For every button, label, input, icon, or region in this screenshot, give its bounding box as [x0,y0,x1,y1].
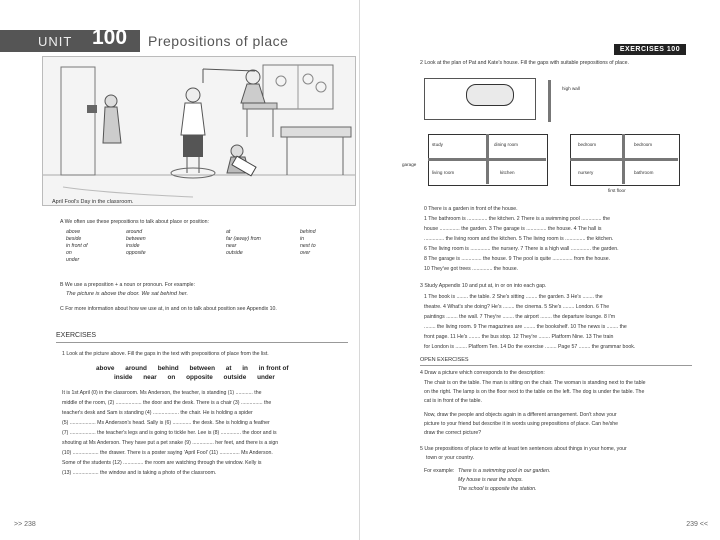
text-line: 1 The bathroom is .............. the kitchen. 2 There is a swimming pool .............. the [424,216,611,222]
word-item: at [225,365,232,372]
exercises-tag: EXERCISES 100 [614,44,686,55]
prep-cell: at [226,229,231,235]
unit-number: 100 [92,26,128,49]
label-garage: garage [402,162,417,167]
exercise-3-instruction: 3 Study Appendix 10 and put at, in or on into each gap. [420,283,547,289]
prep-cell: outside [226,250,243,256]
text-line: for London is ........ Platform Ten. 14 Do the exercise ........ Page 57 ........ the grammar book. [424,344,636,350]
text-line: The chair is on the table. The man is sitting on the chair. The woman is standing next to the table [424,380,646,386]
prep-cell: around [126,229,143,235]
text-line: 8 The garage is .............. the house. 9 The pool is quite .............. from the house. [424,256,611,262]
exercise-1-instruction: 1 Look at the picture above. Fill the gaps in the text with prepositions of place from the list. [62,351,269,357]
text-line: theatre. 4 What's she doing? He's ........ the cinema. 5 She's ........ London. 6 The [424,304,610,310]
text-line: house .............. the garden. 3 The garage is .............. the house. 4 The hall is [424,226,602,232]
label-first-floor: first floor [608,188,626,193]
text-line: 5 Use prepositions of place to write at least ten sentences about things in your home, your [420,446,627,452]
wall [486,134,489,184]
prep-cell: opposite [126,250,146,256]
label-high-wall: high wall [562,86,580,91]
label-kitchen: kitchen [500,170,515,175]
open-exercises-rule [420,365,692,366]
word-list [96,365,336,383]
text-line: front page. 11 He's ........ the bus stop. 12 They're ........ Platform Nine. 13 The train [424,334,614,340]
exercise-2-instruction: 2 Look at the plan of Pat and Kate's house. Fill the gaps with suitable prepositions of place. [420,60,629,66]
word-item: in front of [258,365,289,372]
label-dining-room: dining room [494,142,519,147]
word-item: around [125,365,147,372]
desk-shape [281,127,351,137]
text-line: (7) .................. the teacher's legs and is going to tickle her. Lee is (8) .............. the door and is [62,430,277,436]
page-number-left: >> 238 [14,521,36,528]
text-line: (5) .................. Ms Anderson's head. Sally is (6) ............. the desk. She is holding a feather [62,420,270,426]
text-line: (13) .................. the window and is taking a photo of the classroom. [62,470,217,476]
word-item: near [143,373,157,381]
text-line: picture to your friend but describe it in words using prepositions of place. Can he/she [424,421,619,427]
wall [622,134,625,184]
prep-cell: inside [126,243,140,249]
prep-cell: under [66,257,80,263]
text-line: draw the correct picture? [424,430,482,436]
text-line: 10 They've got trees .............. the house. [424,266,519,272]
label-study: study [432,142,443,147]
prep-cell: far (away) from [226,236,261,242]
text-line: paintings ........ the wall. 7 They're ........ the airport ........ the departure lounge. 8 I'm [424,314,616,320]
prep-cell: between [126,236,146,242]
example-sentence: The school is opposite the station. [458,486,537,492]
text-line: ........ the living room. 9 The magazines are ........ the bookshelf. 10 The news is ........ the [424,324,627,330]
text-line: 6 The living room is .............. the nursery. 7 There is a high wall .............. the garden. [424,246,619,252]
illustration-caption: April Fool's Day in the classroom. [52,199,134,205]
text-line: 0 There is a garden in front of the house. [424,206,518,212]
word-item: above [96,365,115,372]
text-line: It is 1st April (0) in the classroom. Ms Anderson, the teacher, is standing (1) ............ the [62,390,262,396]
section-c-note: C For more information about how we use at, in and on to talk about position see Appendix 10. [60,306,277,312]
word-item: in [242,365,248,372]
prep-cell: above [66,229,81,235]
text-line: .............. the living room and the kitchen. 5 The living room is .............. the kitchen. [424,236,614,242]
prep-cell: beside [66,236,82,242]
text-line: Some of the students (12) .............. the room are watching through the window. Kelly is [62,460,262,466]
word-item: on [167,373,176,381]
text-line: on the right. The lamp is on the floor next to the table on the left. The dog is under the table. The [424,389,645,395]
text-line: shouting at Ms Anderson. They have put a pet snake (9) ............... her feet, and there is a sign [62,440,279,446]
example-sentence: There is a swimming pool in our garden. [458,468,551,474]
example-label: For example: [424,468,455,474]
prep-cell: next to [300,243,316,249]
classroom-illustration [42,56,356,206]
prep-cell: near [226,243,237,249]
prep-cell: behind [300,229,316,235]
exercises-heading: EXERCISES [56,332,97,339]
text-line: Now, draw the people and objects again in a different arrangement. Don't show your [424,412,617,418]
page-number-right: 239 << [686,521,708,528]
high-wall [548,80,551,122]
text-line: cat is in front of the table. [424,398,482,404]
exercise-4-instruction: 4 Draw a picture which corresponds to the description: [420,370,545,376]
word-item: inside [114,373,133,381]
word-item: behind [157,365,179,372]
section-b-intro: B We use a preposition + a noun or pronoun. For example: [60,282,196,288]
label-bedroom-2: bedroom [634,142,653,147]
open-exercises-heading: OPEN EXERCISES [420,357,469,363]
book-gutter [359,0,360,540]
word-item: opposite [186,373,213,381]
prep-cell: in front of [66,243,88,249]
text-line: teacher's desk and Sam is standing (4) .................. the chair. He is holding a spider [62,410,253,416]
prep-cell: in [300,236,305,242]
prep-cell: over [300,250,311,256]
text-line: middle of the room, (2) .................. the door and the desk. There is a chair (3) ............... the [62,400,272,406]
swimming-pool [466,84,514,106]
exercises-rule [56,342,348,343]
section-a-intro: A We often use these prepositions to talk about place or position: [60,219,209,225]
word-item: outside [223,373,247,381]
label-bedroom-1: bedroom [578,142,597,147]
label-bathroom: bathroom [634,170,654,175]
text-line: (10) .................. the drawer. There is a poster saying 'April Fool' (11) .............. Ms Anderson. [62,450,273,456]
label-nursery: nursery [578,170,594,175]
example-sentence: My house is near the shops. [458,477,523,483]
unit-title: Prepositions of place [148,33,289,49]
section-b-example: The picture is above the door. We sat behind her. [66,291,188,297]
word-item: under [257,373,275,381]
label-living-room: living room [432,170,455,175]
text-line: town or your country. [426,455,475,461]
prep-cell: on [66,250,72,256]
house-plan [402,76,690,194]
word-item: between [189,365,216,372]
text-line: 1 The book is ........ the table. 2 She's sitting ........ the garden. 3 He's ........ the [424,294,603,300]
unit-label: UNIT [38,34,73,49]
